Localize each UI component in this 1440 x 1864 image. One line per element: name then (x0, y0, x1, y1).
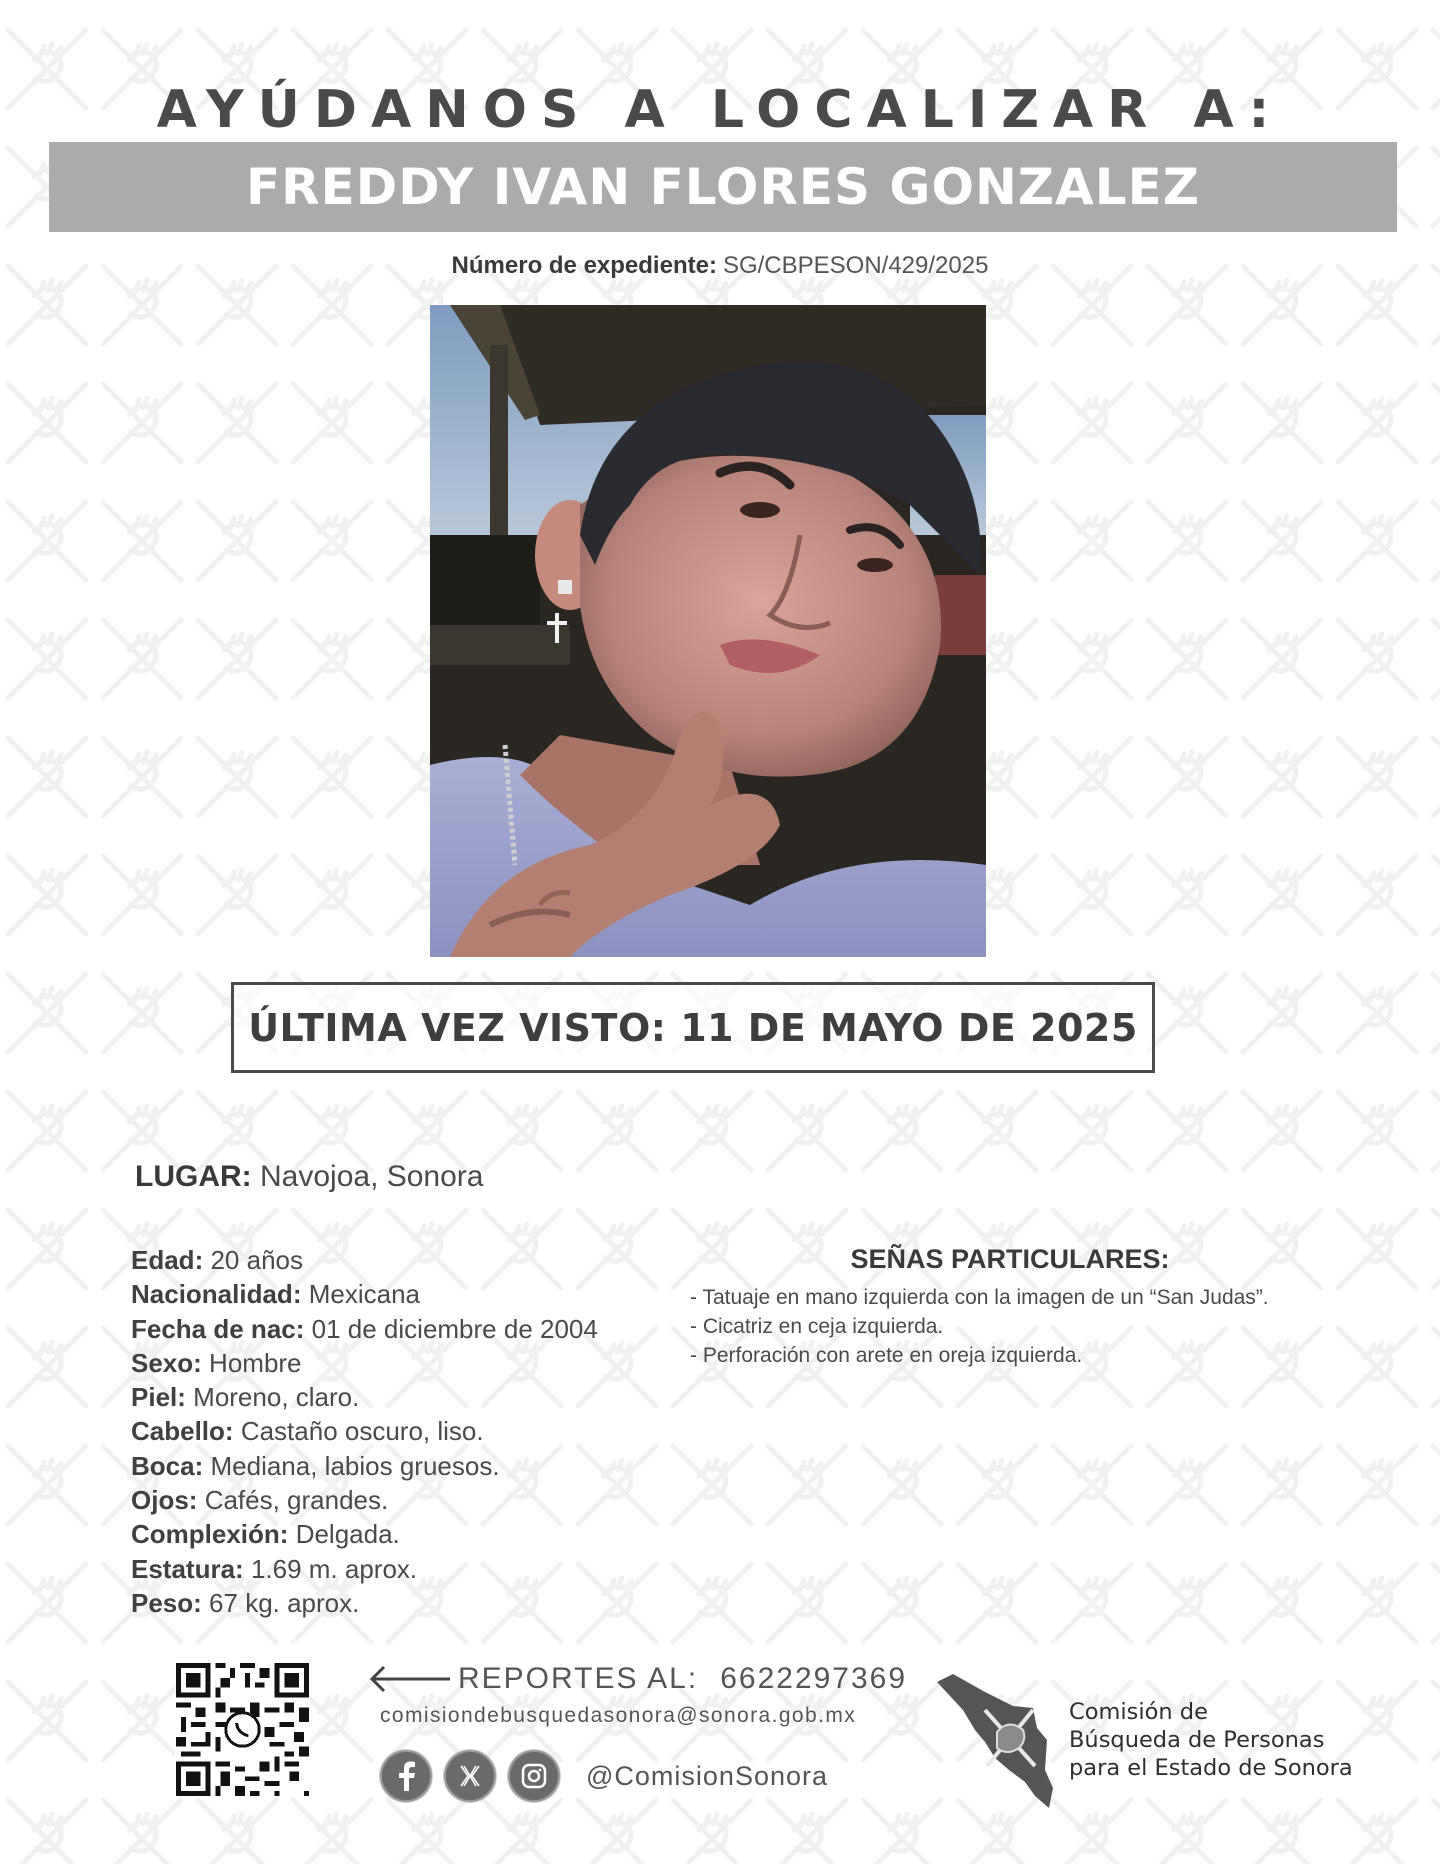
headline: AYÚDANOS A LOCALIZAR A: (156, 80, 1284, 140)
reports-phone-number[interactable]: 6622297369 (720, 1662, 908, 1695)
person-name: FREDDY IVAN FLORES GONZALEZ (245, 158, 1201, 216)
mark-item: - Tatuaje en mano izquierda con la imagen de un “San Judas”. (690, 1286, 1269, 1309)
last-seen-place (135, 1160, 483, 1194)
missing-person-photo (430, 305, 986, 957)
reports-label: REPORTES AL: (458, 1662, 699, 1695)
org-name-line: Búsqueda de Personas (1069, 1727, 1325, 1753)
detail-height: Estatura: 1.69 m. aprox. (131, 1553, 418, 1584)
name-banner (49, 142, 1397, 232)
place-label: LUGAR: (135, 1160, 252, 1193)
detail-eyes: Ojos: Cafés, grandes. (131, 1485, 389, 1516)
sonora-map-logo-icon (935, 1670, 1060, 1810)
mark-item: - Cicatriz en ceja izquierda. (690, 1315, 944, 1338)
detail-weight: Peso: 67 kg. aprox. (131, 1587, 360, 1618)
qr-code-icon (175, 1663, 310, 1796)
sonora-commission-logo (935, 1670, 1060, 1810)
last-seen-box (231, 982, 1155, 1073)
mark-item: - Perforación con arete en oreja izquierda. (690, 1344, 1083, 1367)
case-file-label: Número de expediente: (451, 252, 717, 279)
contact-email[interactable]: comisiondebusquedasonora@sonora.gob.mx (380, 1704, 857, 1727)
org-name-line: Comisión de (1069, 1699, 1208, 1725)
detail-birthdate: Fecha de nac: 01 de diciembre de 2004 (131, 1313, 598, 1344)
case-file-value: SG/CBPESON/429/2025 (722, 252, 989, 279)
reports-contact (368, 1662, 907, 1696)
place-value: Navojoa, Sonora (260, 1160, 484, 1193)
whatsapp-qr-code[interactable] (175, 1663, 310, 1796)
org-name-line: para el Estado de Sonora (1069, 1755, 1353, 1781)
social-links (380, 1750, 828, 1802)
x-twitter-icon[interactable] (444, 1750, 496, 1802)
detail-skin: Piel: Moreno, claro. (131, 1382, 360, 1413)
last-seen-date: ÚLTIMA VEZ VISTO: 11 DE MAYO DE 2025 (248, 1005, 1138, 1050)
detail-nationality: Nacionalidad: Mexicana (131, 1279, 420, 1310)
instagram-icon[interactable] (508, 1750, 560, 1802)
distinguishing-marks-title: SEÑAS PARTICULARES: (850, 1244, 1170, 1274)
detail-hair: Cabello: Castaño oscuro, liso. (131, 1416, 484, 1447)
portrait-illustration (430, 305, 986, 957)
social-handle[interactable]: @ComisionSonora (586, 1760, 829, 1791)
organization-name (1069, 1698, 1353, 1782)
detail-age: Edad: 20 años (131, 1245, 303, 1275)
detail-build: Complexión: Delgada. (131, 1519, 400, 1550)
detail-mouth: Boca: Mediana, labios gruesos. (131, 1450, 500, 1481)
physical-details-list (131, 1243, 691, 1620)
facebook-icon[interactable] (380, 1750, 432, 1802)
arrow-left-icon (368, 1664, 450, 1694)
detail-sex: Sexo: Hombre (131, 1347, 302, 1378)
distinguishing-marks-list (690, 1283, 1390, 1370)
case-file-number (0, 252, 1440, 280)
